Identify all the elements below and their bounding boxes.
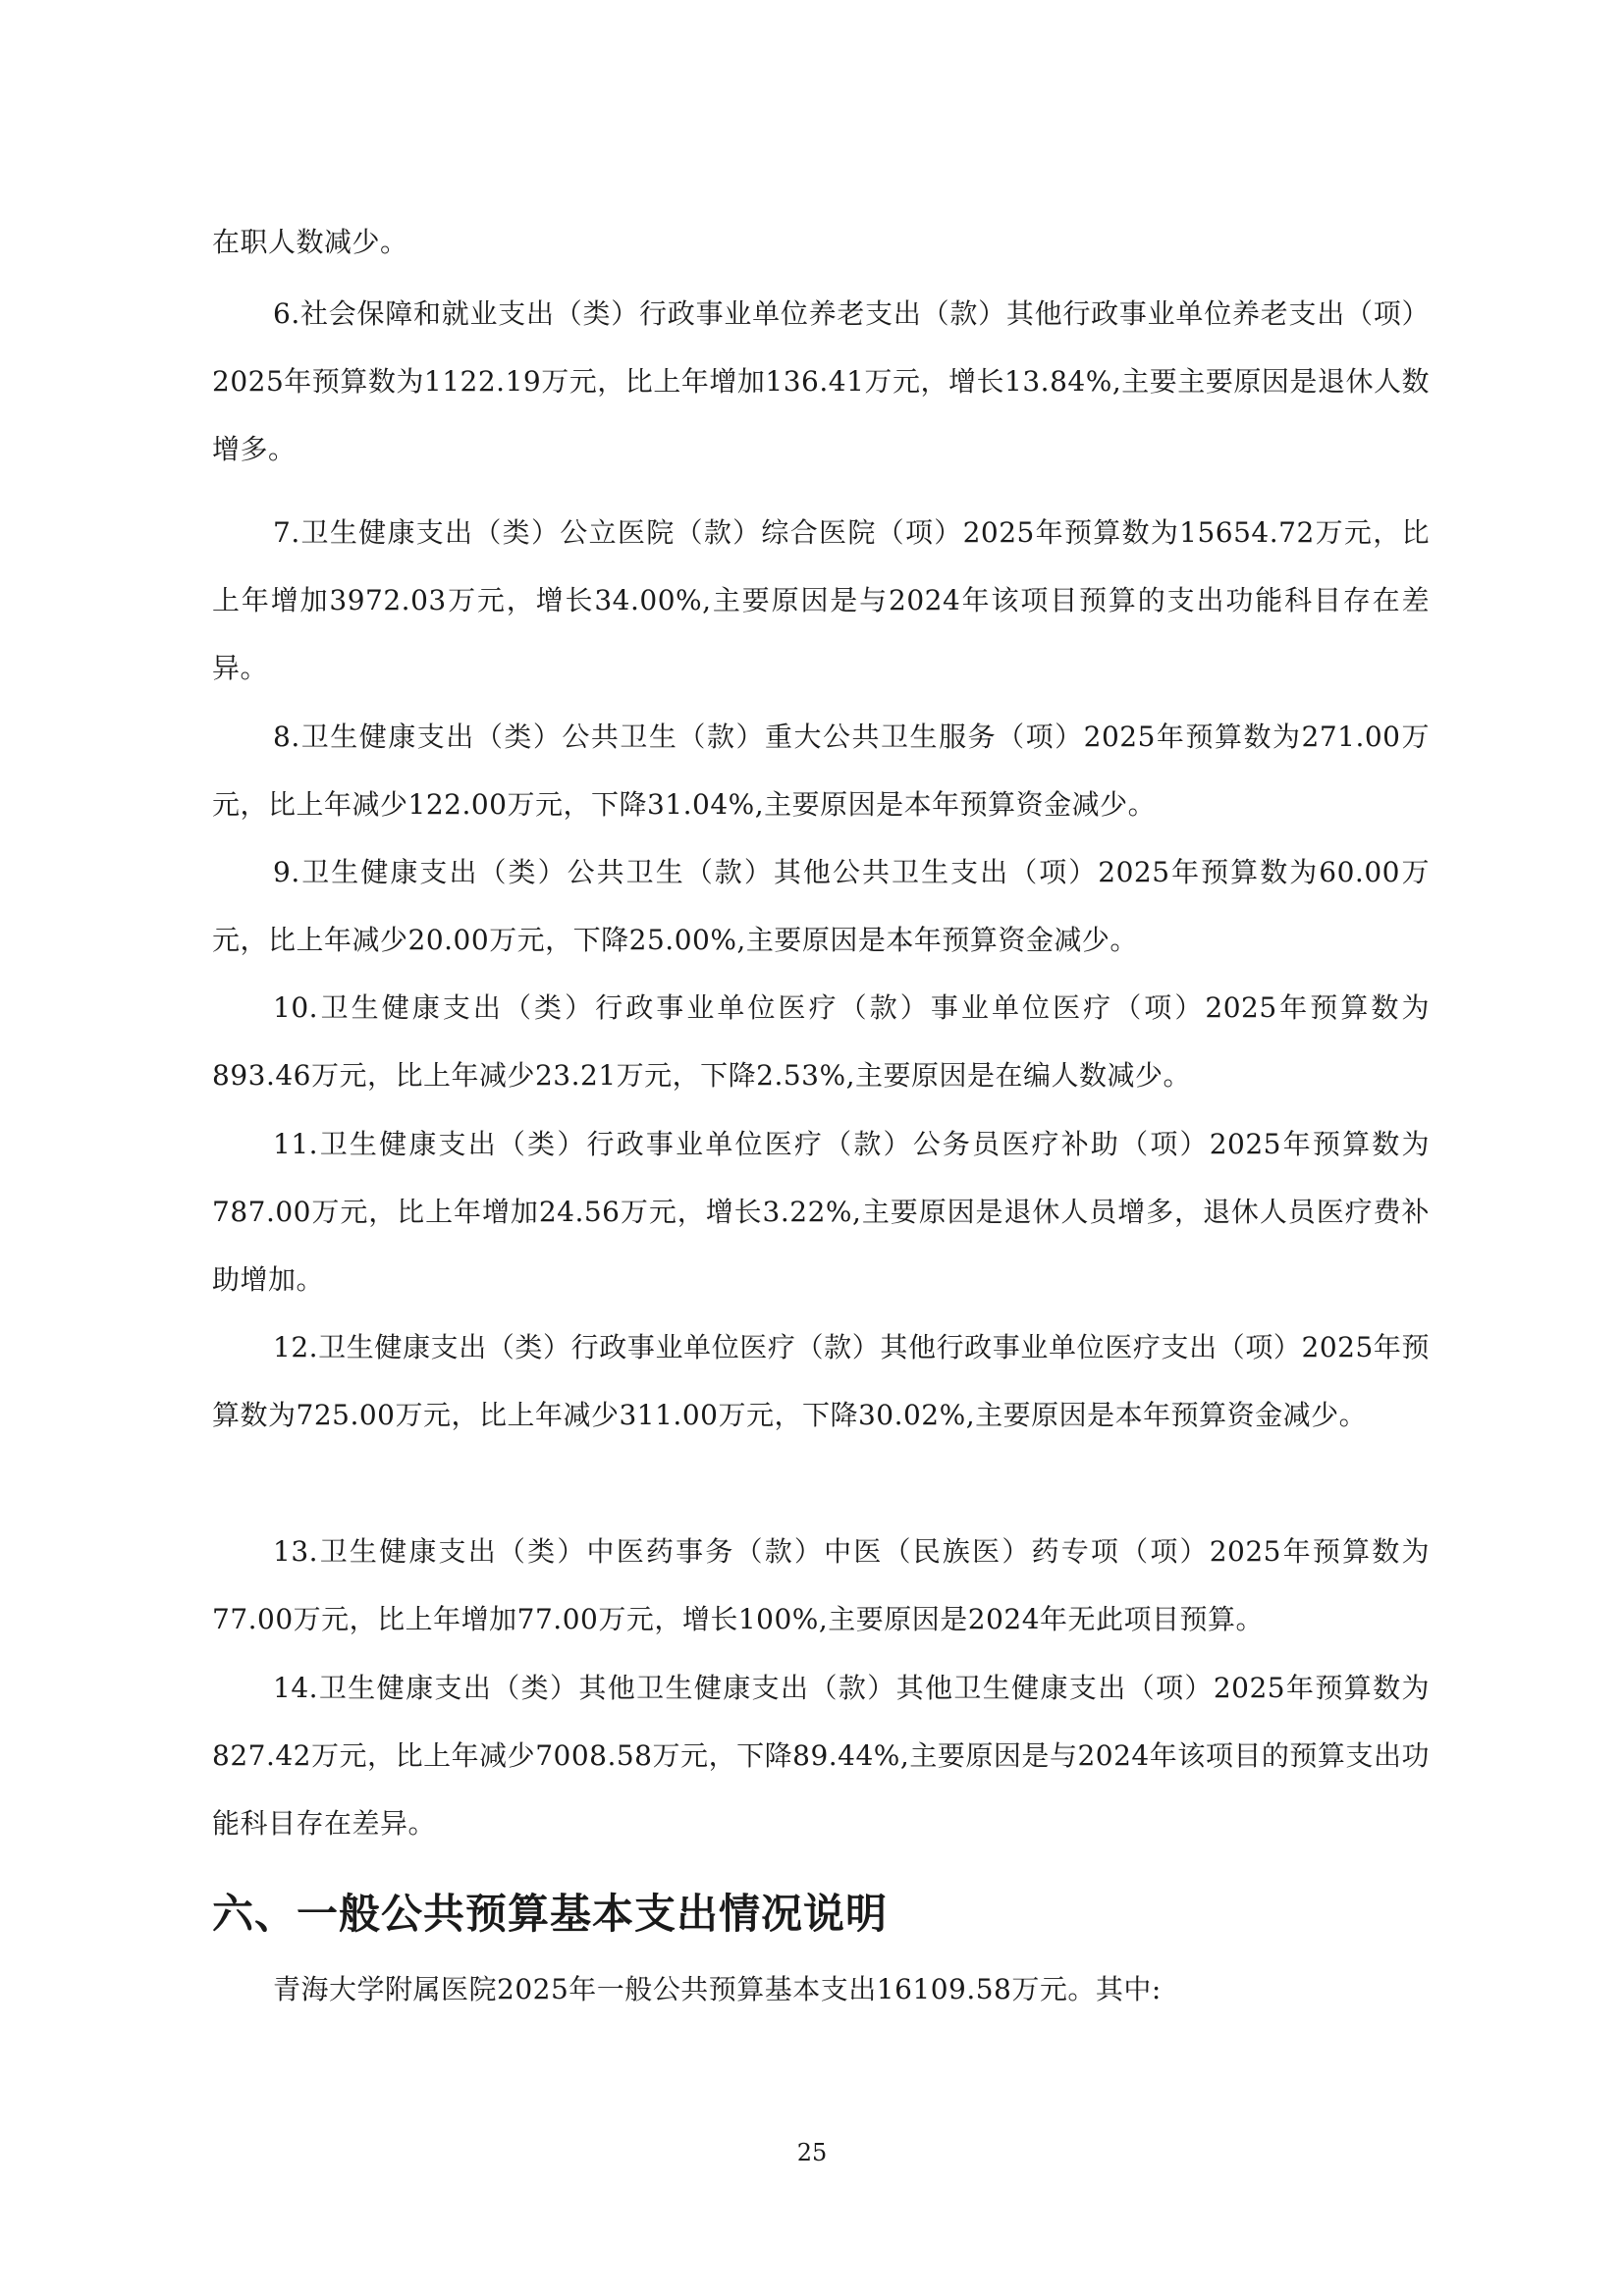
section-heading: 六、一般公共预算基本支出情况说明 xyxy=(212,1890,889,1938)
paragraph-item-7: 7.卫生健康支出（类）公立医院（款）综合医院（项）2025年预算数为15654.72万元，比上年增加3972.03万元，增长34.00%,主要原因是与2024年该项目预算的支出功能科目存在差异。 xyxy=(212,516,1430,684)
page-number: 25 xyxy=(796,2139,828,2166)
section-intro: 青海大学附属医院2025年一般公共预算基本支出16109.58万元。其中: xyxy=(273,1973,1162,2005)
paragraph-item-10: 10.卫生健康支出（类）行政事业单位医疗（款）事业单位医疗（项）2025年预算数为893.46万元，比上年减少23.21万元，下降2.53%,主要原因是在编人数减少。 xyxy=(212,991,1430,1092)
paragraph-item-11: 11.卫生健康支出（类）行政事业单位医疗（款）公务员医疗补助（项）2025年预算数为787.00万元，比上年增加24.56万元，增长3.22%,主要原因是退休人员增多，退休人员医疗费补助增加。 xyxy=(212,1128,1430,1296)
paragraph-item-9: 9.卫生健康支出（类）公共卫生（款）其他公共卫生支出（项）2025年预算数为60.00万元，比上年减少20.00万元，下降25.00%,主要原因是本年预算资金减少。 xyxy=(212,856,1430,956)
paragraph-item-6: 6.社会保障和就业支出（类）行政事业单位养老支出（款）其他行政事业单位养老支出（项）2025年预算数为1122.19万元，比上年增加136.41万元，增长13.84%,主要主要原因是退休人数增多。 xyxy=(212,297,1430,465)
paragraph-item-13: 13.卫生健康支出（类）中医药事务（款）中医（民族医）药专项（项）2025年预算数为77.00万元，比上年增加77.00万元，增长100%,主要原因是2024年无此项目预算。 xyxy=(212,1535,1430,1635)
paragraph-item-14: 14.卫生健康支出（类）其他卫生健康支出（款）其他卫生健康支出（项）2025年预算数为827.42万元，比上年减少7008.58万元，下降89.44%,主要原因是与2024年该项目的预算支出功能科目存在差异。 xyxy=(212,1672,1430,1840)
paragraph-item-8: 8.卫生健康支出（类）公共卫生（款）重大公共卫生服务（项）2025年预算数为271.00万元，比上年减少122.00万元，下降31.04%,主要原因是本年预算资金减少。 xyxy=(212,721,1430,821)
paragraph-item-12: 12.卫生健康支出（类）行政事业单位医疗（款）其他行政事业单位医疗支出（项）2025年预算数为725.00万元，比上年减少311.00万元，下降30.02%,主要原因是本年预算资金减少。 xyxy=(212,1331,1430,1431)
paragraph-continuation: 在职人数减少。 xyxy=(212,226,408,258)
